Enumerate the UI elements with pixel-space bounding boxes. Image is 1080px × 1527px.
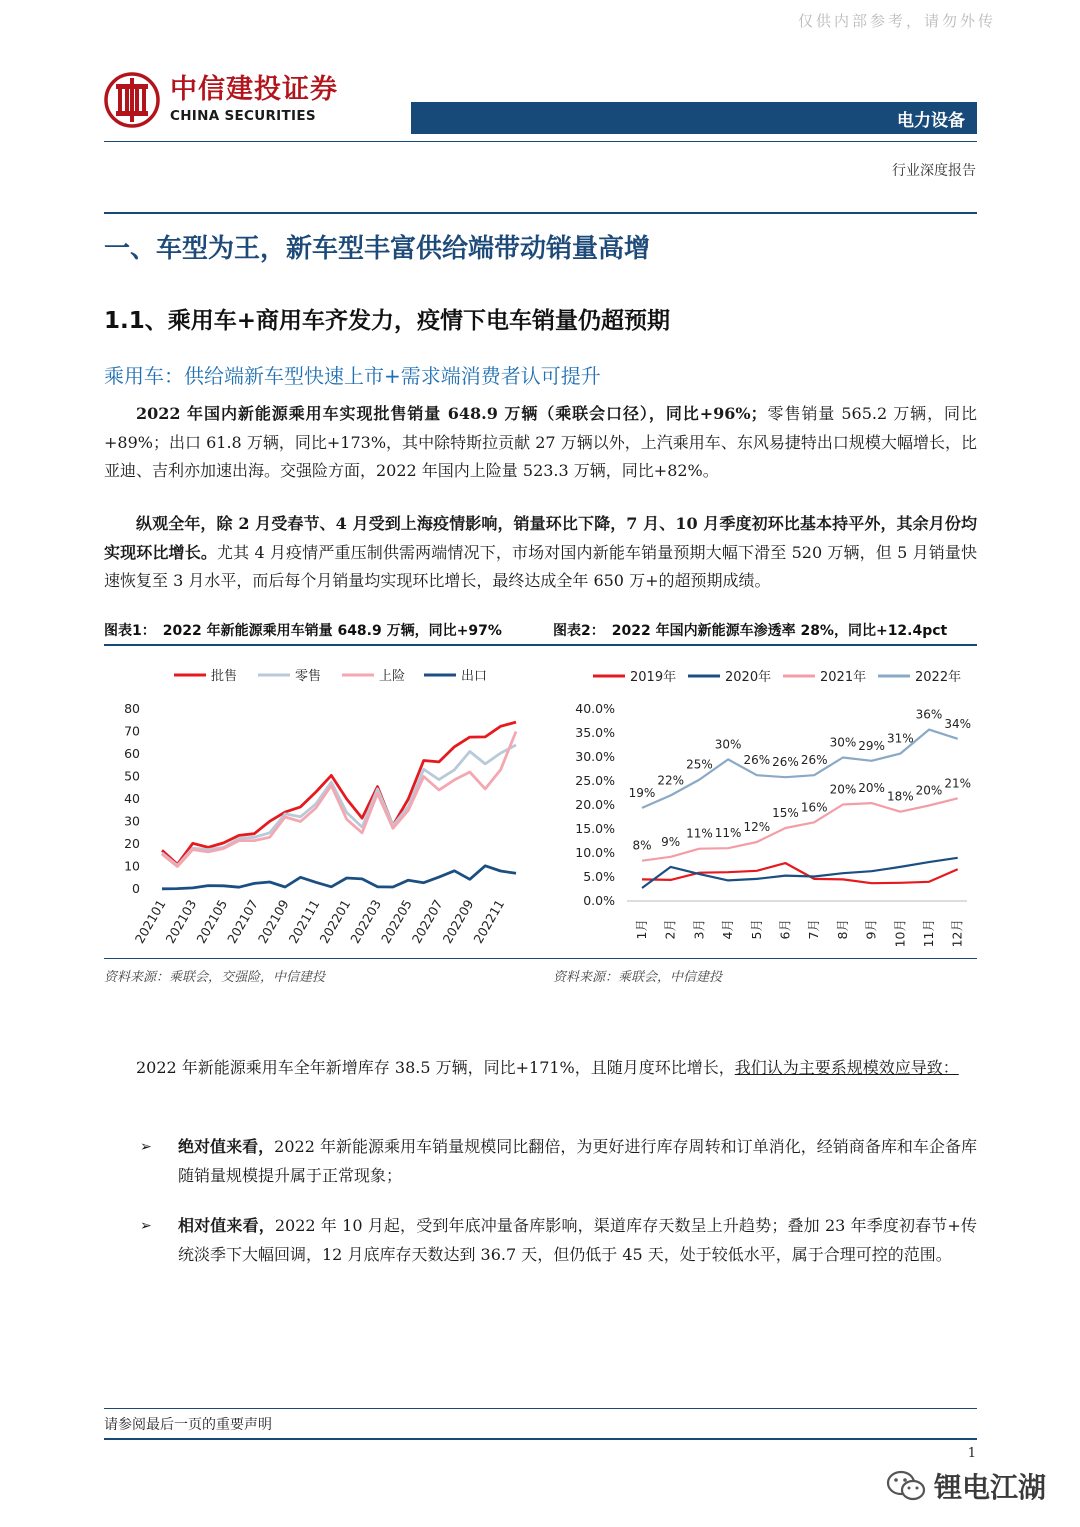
company-logo (104, 72, 338, 128)
paragraph-bold-lead: 纵观全年，除 2 月受春节、4 月受到上海疫情影响，销量环比下降，7 月、10 月季度初环比基本持平外，其余月份均实现环比增长。 (104, 514, 977, 562)
confidential-watermark: 仅供内部参考，请勿外传 (797, 12, 996, 30)
x-tick-label: 202203 (347, 897, 385, 946)
y-tick-label: 40 (124, 791, 140, 806)
y-tick-label: 0.0% (583, 893, 615, 908)
x-tick-label: 2月 (662, 919, 678, 940)
x-tick-label: 202103 (162, 897, 200, 946)
subsection-heading: 1.1、乘用车+商用车齐发力，疫情下电车销量仍超预期 (104, 308, 671, 334)
legend-label: 出口 (461, 669, 488, 684)
paragraph-body: 尤其 4 月疫情严重压制供需两端情况下，市场对国内新能车销量预期大幅下滑至 520 万辆，但 5 月销量快速恢复至 3 月水平，而后每个月销量均实现环比增长，最终达成全年 650 万+的超预期成绩。 (104, 542, 977, 590)
data-label: 11% (714, 826, 742, 841)
paragraph-underlined-conclusion: 我们认为主要系规模效应导致： (734, 1058, 959, 1077)
x-tick-label: 7月 (806, 919, 822, 940)
wechat-account-badge (886, 1466, 1046, 1506)
arrow-bullet-icon: ➢ (140, 1139, 152, 1155)
x-tick-label: 3月 (691, 919, 707, 940)
y-tick-label: 60 (124, 746, 140, 761)
x-tick-label: 202111 (285, 897, 323, 946)
x-tick-label: 4月 (720, 919, 736, 940)
data-label: 25% (686, 757, 713, 772)
y-tick-label: 25.0% (575, 773, 615, 788)
data-label: 11% (686, 826, 713, 841)
x-tick-label: 202201 (316, 897, 354, 946)
china-securities-emblem-icon (104, 72, 160, 128)
data-label: 30% (714, 737, 742, 752)
paragraph-bold-lead: 2022 年国内新能源乘用车实现批售销量 648.9 万辆（乘联会口径），同比+96%； (136, 404, 767, 423)
y-tick-label: 5.0% (583, 869, 615, 884)
section-divider (104, 212, 977, 214)
data-label: 21% (944, 776, 972, 791)
x-tick-label: 10月 (892, 919, 908, 948)
y-tick-label: 30.0% (575, 749, 615, 764)
data-label: 26% (743, 753, 771, 768)
data-label: 31% (886, 731, 914, 746)
x-tick-label: 8月 (834, 919, 850, 940)
legend-label: 2021年 (820, 670, 867, 685)
data-label: 22% (657, 773, 685, 788)
data-label: 20% (858, 781, 885, 796)
x-tick-label: 9月 (863, 919, 879, 940)
x-tick-label: 11月 (921, 919, 936, 948)
legend-label: 2022年 (915, 670, 962, 685)
y-tick-label: 20 (124, 836, 140, 851)
legend-label: 2020年 (725, 670, 772, 685)
logo-english-name: CHINA SECURITIES (170, 108, 316, 124)
figure-bottom-rule (104, 958, 977, 959)
legend-label: 批售 (211, 669, 238, 684)
x-tick-label: 202209 (439, 897, 477, 946)
data-label: 26% (772, 755, 799, 770)
figure2-source: 资料来源：乘联会，中信建投 (553, 970, 723, 985)
y-tick-label: 30 (124, 813, 140, 829)
wechat-account-name: 锂电江湖 (933, 1471, 1046, 1504)
x-tick-label: 202109 (254, 897, 292, 946)
y-tick-label: 80 (124, 701, 140, 716)
series-line-批售 (162, 722, 516, 864)
x-tick-label: 1月 (634, 919, 649, 940)
footer-rule (104, 1438, 977, 1440)
series-line-出口 (162, 866, 516, 889)
y-tick-label: 70 (124, 723, 140, 739)
bullet-bold-lead: 相对值来看， (178, 1216, 275, 1235)
footer-divider (104, 1408, 977, 1409)
figure-top-rule (104, 644, 977, 646)
data-label: 26% (800, 753, 828, 768)
x-tick-label: 202205 (378, 897, 415, 946)
bullet-body: 2022 年新能源乘用车销量规模同比翻倍，为更好进行库存周转和订单消化，经销商备库和车企备库随销量规模提升属于正常现象； (178, 1137, 977, 1185)
topic-heading: 乘用车：供给端新车型快速上市+需求端消费者认可提升 (104, 364, 601, 388)
data-label: 16% (800, 800, 828, 815)
paragraph-monthly-trend (104, 510, 977, 596)
x-tick-label: 202207 (408, 897, 446, 946)
footer-disclaimer: 请参阅最后一页的重要声明 (104, 1417, 272, 1433)
x-tick-label: 12月 (949, 919, 965, 948)
y-tick-label: 10.0% (575, 845, 615, 860)
wechat-icon (886, 1469, 926, 1503)
y-tick-label: 15.0% (575, 821, 615, 836)
y-tick-label: 20.0% (575, 797, 615, 812)
y-tick-label: 0 (132, 881, 140, 896)
logo-chinese-name: 中信建投证券 (170, 74, 338, 105)
x-tick-label: 202101 (131, 897, 169, 946)
y-tick-label: 10 (124, 858, 140, 874)
bullet-relative-view (140, 1212, 977, 1269)
data-label: 36% (915, 707, 943, 722)
sales-line-chart (104, 650, 534, 955)
figure1-source: 资料来源：乘联会，交强险，中信建投 (104, 970, 326, 985)
x-tick-label: 5月 (748, 919, 764, 940)
x-tick-label: 6月 (777, 919, 793, 940)
paragraph-body: 零售销量 565.2 万辆，同比+89%；出口 61.8 万辆，同比+173%，其中除特斯拉贡献 27 万辆以外，上汽乘用车、东风易捷特出口规模大幅增长，比亚迪、吉利亦加速出海。交强险方面，2022 年国内上险量 523.3 万辆，同比+82%。 (104, 404, 977, 480)
paragraph-sales-summary (104, 400, 977, 486)
header-divider (104, 141, 977, 142)
data-label: 30% (829, 735, 857, 750)
data-label: 8% (632, 838, 652, 853)
paragraph-inventory (104, 1054, 977, 1083)
data-label: 12% (743, 819, 771, 834)
y-tick-label: 40.0% (575, 701, 615, 716)
y-tick-label: 50 (124, 768, 140, 784)
data-label: 20% (829, 782, 857, 797)
bullet-absolute-view (140, 1133, 977, 1190)
data-label: 19% (628, 785, 656, 800)
figure2-title: 图表2： 2022 年国内新能源车渗透率 28%，同比+12.4pct (553, 623, 948, 639)
x-tick-label: 202211 (470, 897, 508, 946)
x-tick-label: 202107 (224, 897, 261, 946)
sector-banner (411, 102, 977, 134)
arrow-bullet-icon: ➢ (140, 1218, 152, 1234)
legend-label: 上险 (379, 669, 406, 684)
section-heading: 一、车型为王，新车型丰富供给端带动销量高增 (104, 234, 651, 264)
page-number: 1 (967, 1446, 976, 1461)
bullet-bold-lead: 绝对值来看， (178, 1137, 275, 1156)
data-label: 18% (886, 789, 914, 804)
data-label: 15% (772, 806, 799, 821)
data-label: 20% (915, 783, 943, 798)
bullet-body: 2022 年 10 月起，受到年底冲量备库影响，渠道库存天数呈上升趋势；叠加 23 年季度初春节+传统淡季下大幅回调，12 月底库存天数达到 36.7 天，但仍低于 45 天，处于较低水平，属于合理可控的范围。 (178, 1216, 977, 1264)
legend-label: 零售 (295, 669, 322, 684)
penetration-line-chart (553, 650, 977, 955)
x-tick-label: 202105 (193, 897, 231, 946)
data-label: 34% (944, 716, 972, 731)
figure1-title: 图表1： 2022 年新能源乘用车销量 648.9 万辆，同比+97% (104, 623, 502, 639)
report-type: 行业深度报告 (892, 163, 976, 179)
paragraph-body: 2022 年新能源乘用车全年新增库存 38.5 万辆，同比+171%，且随月度环比增长， (136, 1058, 735, 1077)
legend-label: 2019年 (630, 670, 677, 685)
y-tick-label: 35.0% (575, 725, 615, 740)
data-label: 29% (858, 738, 885, 753)
sector-label: 电力设备 (897, 111, 965, 131)
data-label: 9% (661, 834, 681, 849)
